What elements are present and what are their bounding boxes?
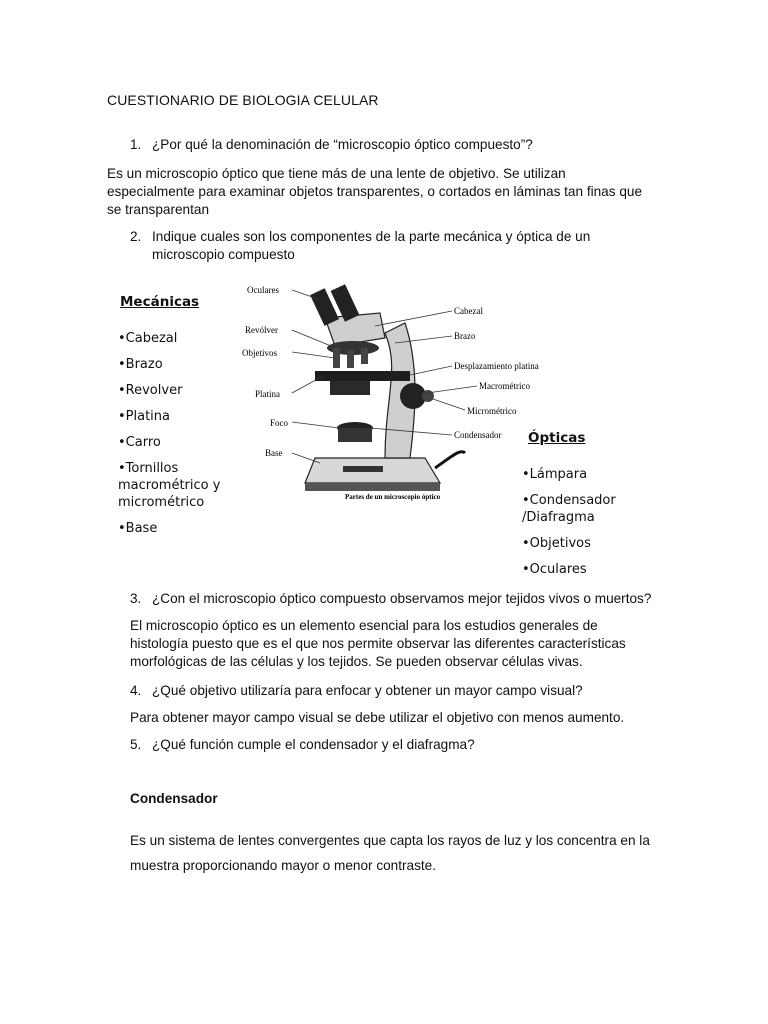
mecanicas-heading: Mecánicas <box>120 294 200 310</box>
question-number: 2. <box>130 229 142 244</box>
label-foco: Foco <box>270 418 288 428</box>
list-item: •Cabezal <box>118 331 178 346</box>
question-3 <box>130 590 730 608</box>
list-item: •Platina <box>118 409 170 424</box>
answer-line: Es un sistema de lentes convergentes que capta los rayos de luz y los concentra en la <box>130 833 650 848</box>
question-text: ¿Qué función cumple el condensador y el diafragma? <box>152 737 475 752</box>
opticas-list <box>522 466 616 578</box>
question-4 <box>130 682 730 700</box>
list-item: •Oculares <box>522 562 587 577</box>
answer-4: Para obtener mayor campo visual se debe utilizar el objetivo con menos aumento. <box>130 710 625 725</box>
list-item: micrométrico <box>118 495 205 510</box>
question-1 <box>130 136 730 154</box>
microscope-figure <box>235 278 555 508</box>
list-item: •Tornillos <box>118 461 179 476</box>
list-item: •Objetivos <box>522 536 591 551</box>
list-item: /Diafragma <box>522 510 595 525</box>
opticas-heading: Ópticas <box>528 430 586 446</box>
question-text-line: microscopio compuesto <box>152 247 295 262</box>
answer-3 <box>130 617 730 671</box>
document-title: CUESTIONARIO DE BIOLOGIA CELULAR <box>107 92 379 108</box>
label-cabezal: Cabezal <box>454 306 483 316</box>
question-text: ¿Con el microscopio óptico compuesto observamos mejor tejidos vivos o muertos? <box>152 591 652 606</box>
answer-line: histología puesto que es el que nos permite observar las diferentes características <box>130 636 626 651</box>
question-number: 4. <box>130 683 142 698</box>
mecanicas-list <box>118 330 220 537</box>
list-item: •Condensador <box>522 493 616 508</box>
microscope-illustration <box>305 284 465 491</box>
list-item: •Base <box>118 521 158 536</box>
list-item: •Revolver <box>118 383 183 398</box>
answer-line: muestra proporcionando mayor o menor contraste. <box>130 858 437 873</box>
label-condensador: Condensador <box>454 430 502 440</box>
question-number: 5. <box>130 737 142 752</box>
label-oculares: Oculares <box>247 285 279 295</box>
list-item: •Carro <box>118 435 161 450</box>
question-text-line: Indique cuales son los componentes de la parte mecánica y óptica de un <box>152 229 591 244</box>
question-number: 3. <box>130 591 142 606</box>
label-objetivos: Objetivos <box>242 348 277 358</box>
list-item: macrométrico y <box>118 478 221 493</box>
question-text: ¿Qué objetivo utilizaría para enfocar y obtener un mayor campo visual? <box>152 683 583 698</box>
answer-1 <box>107 165 727 219</box>
label-macrometrico: Macrométrico <box>479 381 530 391</box>
question-text <box>152 228 590 264</box>
list-item: •Brazo <box>118 357 163 372</box>
label-desplazamiento-platina: Desplazamiento platina <box>454 361 539 371</box>
answer-line: El microscopio óptico es un elemento esencial para los estudios generales de <box>130 618 598 633</box>
label-brazo: Brazo <box>454 331 476 341</box>
figure-caption: Partes de un microscopio óptico <box>345 493 441 501</box>
condensador-heading: Condensador <box>130 791 218 806</box>
label-micrometrico: Micrométrico <box>467 406 517 416</box>
answer-line: Es un microscopio óptico que tiene más de una lente de objetivo. Se utilizan <box>107 166 566 181</box>
label-revolver: Revólver <box>245 325 278 335</box>
answer-line: se transparentan <box>107 202 210 217</box>
condensador-text <box>130 828 730 878</box>
answer-line: morfológicas de las células y los tejidos. Se pueden observar células vivas. <box>130 654 583 669</box>
question-text: ¿Por qué la denominación de “microscopio óptico compuesto”? <box>152 137 533 152</box>
list-item: •Lámpara <box>522 467 588 482</box>
answer-line: especialmente para examinar objetos transparentes, o cortados en láminas tan finas que <box>107 184 643 199</box>
question-2 <box>130 228 730 264</box>
question-5 <box>130 736 730 754</box>
question-number: 1. <box>130 137 142 152</box>
label-platina: Platina <box>255 389 280 399</box>
label-base: Base <box>265 448 283 458</box>
